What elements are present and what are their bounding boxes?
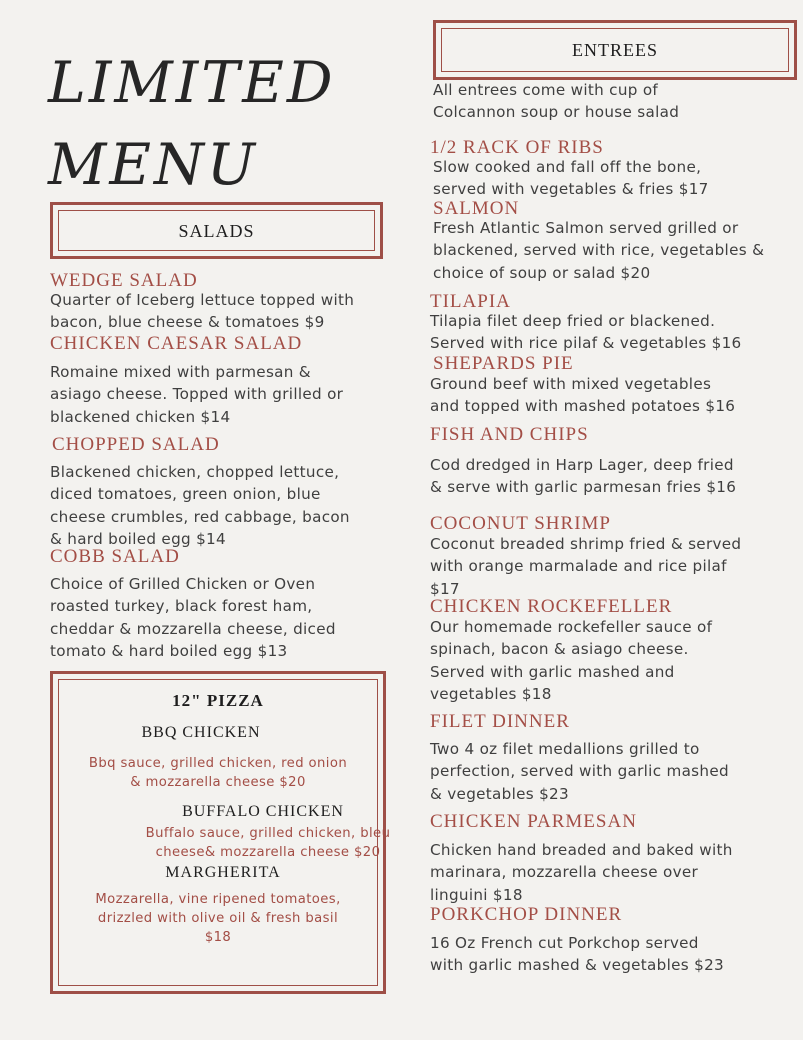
- salad-desc-chopped: Blackened chicken, chopped lettuce, diced tomatoes, green onion, blue cheese crumbles, red cabbage, bacon & hard boiled egg $14: [50, 463, 350, 549]
- salad-desc-caesar: Romaine mixed with parmesan & asiago cheese. Topped with grilled or blackened chicken $14: [50, 363, 344, 426]
- entree-desc-tilapia: Tilapia filet deep fried or blackened. Served with rice pilaf & vegetables $16: [430, 312, 742, 353]
- entree-desc-porkchop-dinner: 16 Oz French cut Porkchop served with garlic mashed & vegetables $23: [430, 934, 724, 975]
- salad-title-caesar: CHICKEN CAESAR SALAD: [50, 333, 303, 354]
- menu-title-line1: LIMITED: [48, 50, 336, 116]
- pizza-heading: 12" PIZZA: [172, 691, 264, 710]
- entrees-heading-box: [433, 20, 797, 80]
- entree-title-shepards-pie: SHEPARDS PIE: [433, 353, 574, 374]
- pizza-title-bbq: BBQ CHICKEN: [141, 724, 261, 741]
- salad-title-wedge: WEDGE SALAD: [50, 270, 198, 291]
- entree-title-chicken-rockefeller: CHICKEN ROCKEFELLER: [430, 596, 673, 617]
- pizza-title-buffalo: BUFFALO CHICKEN: [182, 803, 344, 820]
- menu-title-line2: MENU: [48, 132, 258, 198]
- entree-desc-chicken-parmesan: Chicken hand breaded and baked with marinara, mozzarella cheese over linguini $18: [430, 841, 733, 904]
- entree-desc-coconut-shrimp: Coconut breaded shrimp fried & served with orange marmalade and rice pilaf $17: [430, 535, 742, 598]
- salad-title-cobb: COBB SALAD: [50, 546, 180, 567]
- salads-heading-box: [50, 202, 383, 259]
- entree-title-coconut-shrimp: COCONUT SHRIMP: [430, 513, 611, 534]
- entree-desc-salmon: Fresh Atlantic Salmon served grilled or blackened, served with rice, vegetables & choice of soup or salad $20: [433, 219, 765, 282]
- entree-desc-fish-and-chips: Cod dredged in Harp Lager, deep fried & serve with garlic parmesan fries $16: [430, 456, 737, 497]
- entree-title-tilapia: TILAPIA: [430, 291, 511, 312]
- entree-desc-shepards-pie: Ground beef with mixed vegetables and topped with mashed potatoes $16: [430, 375, 736, 416]
- entree-title-ribs: 1/2 RACK OF RIBS: [430, 137, 604, 158]
- entree-title-salmon: SALMON: [433, 198, 520, 219]
- entree-desc-chicken-rockefeller: Our homemade rockefeller sauce of spinach, bacon & asiago cheese. Served with garlic mashed and vegetables $18: [430, 618, 713, 704]
- pizza-desc-bbq: Bbq sauce, grilled chicken, red onion & mozzarella cheese $20: [88, 756, 348, 790]
- pizza-title-margherita: MARGHERITA: [165, 864, 281, 881]
- entree-desc-filet-dinner: Two 4 oz filet medallions grilled to perfection, served with garlic mashed & vegetables $23: [430, 740, 729, 803]
- pizza-desc-margherita: Mozzarella, vine ripened tomatoes, drizzled with olive oil & fresh basil $18: [95, 892, 341, 945]
- salads-heading: SALADS: [178, 221, 255, 241]
- entrees-intro: All entrees come with cup of Colcannon soup or house salad: [433, 81, 680, 122]
- salad-title-chopped: CHOPPED SALAD: [52, 434, 220, 455]
- entree-title-fish-and-chips: FISH AND CHIPS: [430, 424, 589, 445]
- entree-desc-ribs: Slow cooked and fall off the bone, served with vegetables & fries $17: [433, 158, 709, 199]
- entree-title-porkchop-dinner: PORKCHOP DINNER: [430, 904, 623, 925]
- entrees-heading: ENTREES: [572, 40, 658, 60]
- entree-title-chicken-parmesan: CHICKEN PARMESAN: [430, 811, 637, 832]
- pizza-box: [50, 671, 391, 994]
- entree-title-filet-dinner: FILET DINNER: [430, 711, 570, 732]
- pizza-desc-buffalo: Buffalo sauce, grilled chicken, bleu cheese& mozzarella cheese $20: [145, 826, 391, 860]
- salad-desc-cobb: Choice of Grilled Chicken or Oven roasted turkey, black forest ham, cheddar & mozzarella cheese, diced tomato & hard boiled egg $13: [50, 575, 336, 661]
- salad-desc-wedge: Quarter of Iceberg lettuce topped with bacon, blue cheese & tomatoes $9: [50, 291, 355, 332]
